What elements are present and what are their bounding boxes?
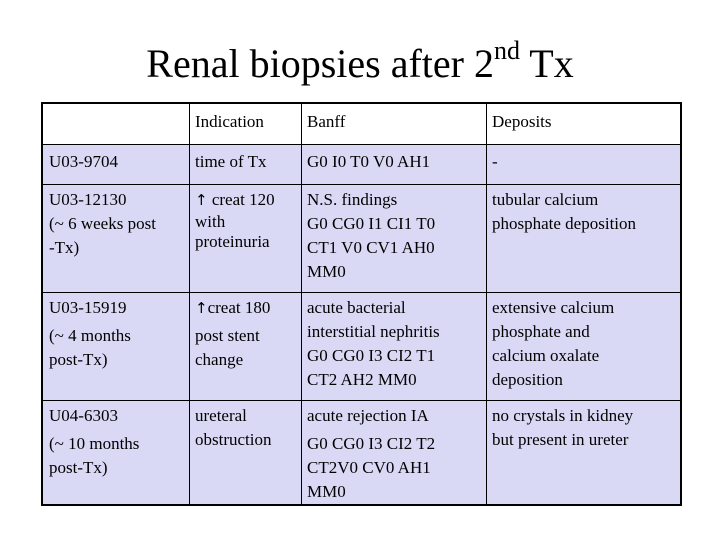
cell-text: (~ 4 months <box>49 326 131 345</box>
cell-indication <box>189 400 301 504</box>
cell-text: -Tx) <box>49 238 80 257</box>
column-divider <box>486 104 487 504</box>
cell-text: post stent <box>195 326 260 345</box>
cell-deposits <box>486 184 680 292</box>
cell-text: G0 I0 T0 V0 AH1 <box>307 152 431 171</box>
cell-text: CT2V0 CV0 AH1 <box>307 458 431 477</box>
cell-text: G0 CG0 I1 CI1 T0 <box>307 214 436 233</box>
up-arrow-icon: ↑ <box>195 191 208 209</box>
column-divider <box>301 104 302 504</box>
header-cell-deposits: Deposits <box>492 112 552 131</box>
title-superscript: nd <box>493 36 520 65</box>
cell-text: phosphate deposition <box>492 214 637 233</box>
cell-text: no crystals in kidney <box>492 406 634 425</box>
cell-text: change <box>195 350 244 369</box>
cell-text: with <box>195 212 226 231</box>
cell-deposits <box>486 292 680 400</box>
cell-text: phosphate and <box>492 322 590 341</box>
cell-text: - <box>492 152 498 171</box>
row-divider <box>43 292 680 293</box>
cell-text: G0 CG0 I3 CI2 T2 <box>307 434 436 453</box>
cell-text: calcium oxalate <box>492 346 600 365</box>
biopsy-table <box>41 102 682 506</box>
cell-text: U03-9704 <box>49 152 118 171</box>
table-header-row <box>43 104 680 144</box>
row-divider <box>43 184 680 185</box>
cell-text: N.S. findings <box>307 190 398 209</box>
table-row <box>43 292 680 400</box>
cell-text: ureteral <box>195 406 247 425</box>
cell-indication <box>189 184 301 292</box>
table-row <box>43 400 680 504</box>
cell-banff <box>301 400 486 504</box>
header-cell-banff: Banff <box>307 112 346 131</box>
cell-text: time of Tx <box>195 152 267 171</box>
cell-text: proteinuria <box>195 232 270 251</box>
header-cell-id <box>43 104 189 144</box>
cell-text: obstruction <box>195 430 272 449</box>
cell-text: MM0 <box>307 262 346 281</box>
header-cell-indication: Indication <box>195 112 264 131</box>
cell-deposits <box>486 400 680 504</box>
cell-text: CT1 V0 CV1 AH0 <box>307 238 435 257</box>
cell-biopsy-id <box>43 144 189 184</box>
cell-indication <box>189 144 301 184</box>
cell-text: extensive calcium <box>492 298 615 317</box>
title-tail: Tx <box>519 41 574 86</box>
cell-banff <box>301 184 486 292</box>
cell-text: acute rejection IA <box>307 406 429 425</box>
title-main: Renal biopsies after 2 <box>146 41 494 86</box>
cell-text: (~ 6 weeks post <box>49 214 156 233</box>
cell-text: tubular calcium <box>492 190 599 209</box>
cell-text: post-Tx) <box>49 350 108 369</box>
slide-title <box>0 36 720 92</box>
up-arrow-icon: ↑ <box>195 299 208 317</box>
cell-biopsy-id <box>43 184 189 292</box>
cell-text: U03-12130 <box>49 190 127 209</box>
cell-text: acute bacterial <box>307 298 406 317</box>
cell-text: U03-15919 <box>49 298 127 317</box>
cell-text: deposition <box>492 370 563 389</box>
cell-text: CT2 AH2 MM0 <box>307 370 417 389</box>
cell-text: but present in ureter <box>492 430 629 449</box>
cell-biopsy-id <box>43 292 189 400</box>
cell-banff <box>301 144 486 184</box>
cell-biopsy-id <box>43 400 189 504</box>
cell-text: (~ 10 months <box>49 434 140 453</box>
cell-indication <box>189 292 301 400</box>
cell-text: interstitial nephritis <box>307 322 440 341</box>
column-divider <box>189 104 190 504</box>
cell-text: creat 180 <box>207 298 271 317</box>
cell-text: U04-6303 <box>49 406 118 425</box>
cell-text: MM0 <box>307 482 346 501</box>
row-divider <box>43 144 680 145</box>
row-divider <box>43 400 680 401</box>
cell-deposits <box>486 144 680 184</box>
cell-banff <box>301 292 486 400</box>
table-row <box>43 144 680 184</box>
cell-text: creat 120 <box>211 190 275 209</box>
cell-text: post-Tx) <box>49 458 108 477</box>
cell-text: G0 CG0 I3 CI2 T1 <box>307 346 436 365</box>
table-row <box>43 184 680 292</box>
